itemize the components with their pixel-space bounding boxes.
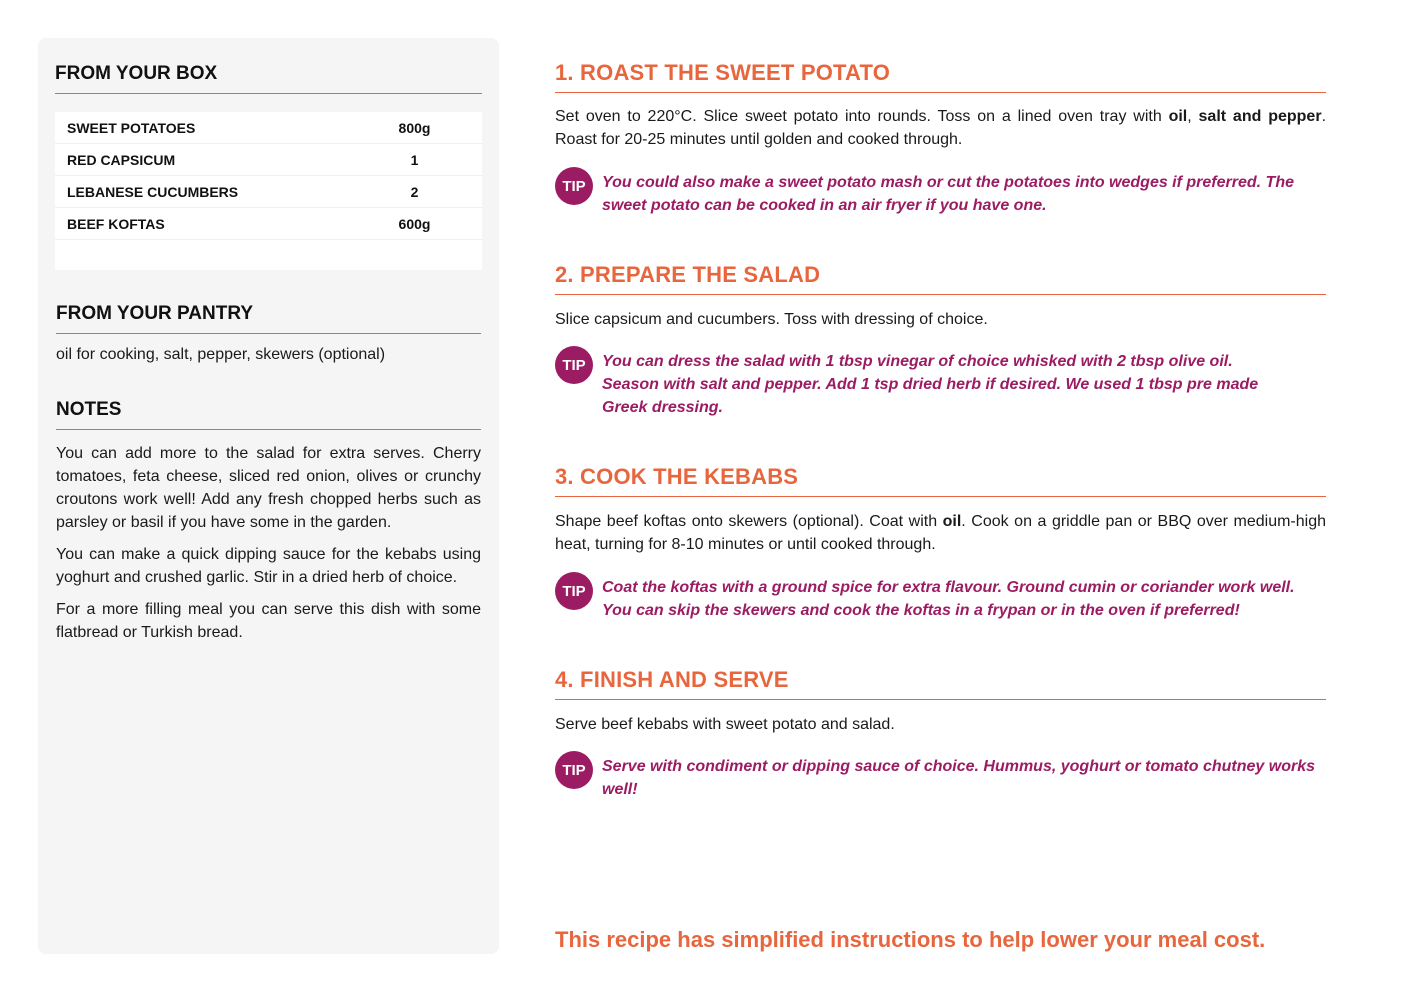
ingredient-qty: 1 bbox=[410, 151, 419, 168]
pantry-items: oil for cooking, salt, pepper, skewers (optional) bbox=[56, 346, 386, 363]
ingredient-qty: 600g bbox=[398, 215, 431, 232]
notes-heading: NOTES bbox=[56, 399, 481, 430]
table-row bbox=[55, 112, 482, 144]
tip-text: Serve with condiment or dipping sauce of choice. Hummus, yoghurt or tomato chutney works well! bbox=[602, 758, 1315, 798]
from-your-box-heading: FROM YOUR BOX bbox=[55, 63, 482, 94]
ingredient-name: LEBANESE CUCUMBERS bbox=[67, 183, 239, 200]
note-paragraph: For a more filling meal you can serve this dish with some flatbread or Turkish bread. bbox=[56, 601, 481, 641]
step-3-instructions: Shape beef koftas onto skewers (optional). Coat with oil. Cook on a griddle pan or BBQ over medium-high heat, turning for 8-10 minutes or until cooked through. bbox=[555, 513, 1326, 553]
step-2-heading: 2. PREPARE THE SALAD bbox=[555, 262, 1326, 295]
ingredients-sidebar bbox=[38, 38, 499, 954]
ingredient-qty: 800g bbox=[398, 119, 431, 136]
tip-badge: TIP bbox=[555, 167, 593, 205]
step-3-heading: 3. COOK THE KEBABS bbox=[555, 464, 1326, 497]
table-row bbox=[55, 208, 482, 240]
tip-badge: TIP bbox=[555, 751, 593, 789]
ingredient-qty: 2 bbox=[410, 183, 419, 200]
from-your-pantry-heading: FROM YOUR PANTRY bbox=[56, 303, 481, 334]
step-1-heading: 1. ROAST THE SWEET POTATO bbox=[555, 60, 1326, 93]
step-4-instructions: Serve beef kebabs with sweet potato and salad. bbox=[555, 716, 895, 733]
tip-badge: TIP bbox=[555, 346, 593, 384]
ingredient-name: RED CAPSICUM bbox=[67, 151, 176, 168]
tip-text: You can dress the salad with 1 tbsp vinegar of choice whisked with 2 tbsp olive oil. Season with salt and pepper. Add 1 tsp dried herb if desired. We used 1 tbsp pre made Greek dressing. bbox=[602, 353, 1259, 416]
ingredient-name: SWEET POTATOES bbox=[67, 119, 196, 136]
ingredient-name: BEEF KOFTAS bbox=[67, 215, 165, 232]
notes-body bbox=[56, 442, 481, 653]
note-paragraph: You can add more to the salad for extra serves. Cherry tomatoes, feta cheese, sliced red onion, olives or crunchy croutons work well! Add any fresh chopped herbs such as parsley or basil if you have some in the garden. bbox=[56, 445, 481, 531]
table-row bbox=[55, 176, 482, 208]
footer-note: This recipe has simplified instructions to help lower your meal cost. bbox=[555, 927, 1266, 952]
tip-badge: TIP bbox=[555, 572, 593, 610]
step-1-instructions: Set oven to 220°C. Slice sweet potato into rounds. Toss on a lined oven tray with oil, salt and pepper. Roast for 20-25 minutes until golden and cooked through. bbox=[555, 108, 1327, 148]
step-2-instructions: Slice capsicum and cucumbers. Toss with dressing of choice. bbox=[555, 311, 988, 328]
box-ingredients-table bbox=[55, 112, 482, 270]
note-paragraph: You can make a quick dipping sauce for the kebabs using yoghurt and crushed garlic. Stir in a dried herb of choice. bbox=[56, 546, 481, 586]
step-4-heading: 4. FINISH AND SERVE bbox=[555, 667, 1326, 700]
tip-text: You could also make a sweet potato mash or cut the potatoes into wedges if preferred. The sweet potato can be cooked in an air fryer if you have one. bbox=[602, 174, 1294, 214]
tip-text: Coat the koftas with a ground spice for extra flavour. Ground cumin or coriander work well. You can skip the skewers and cook the koftas in a frypan or in the oven if preferred! bbox=[602, 579, 1295, 619]
table-row bbox=[55, 144, 482, 176]
